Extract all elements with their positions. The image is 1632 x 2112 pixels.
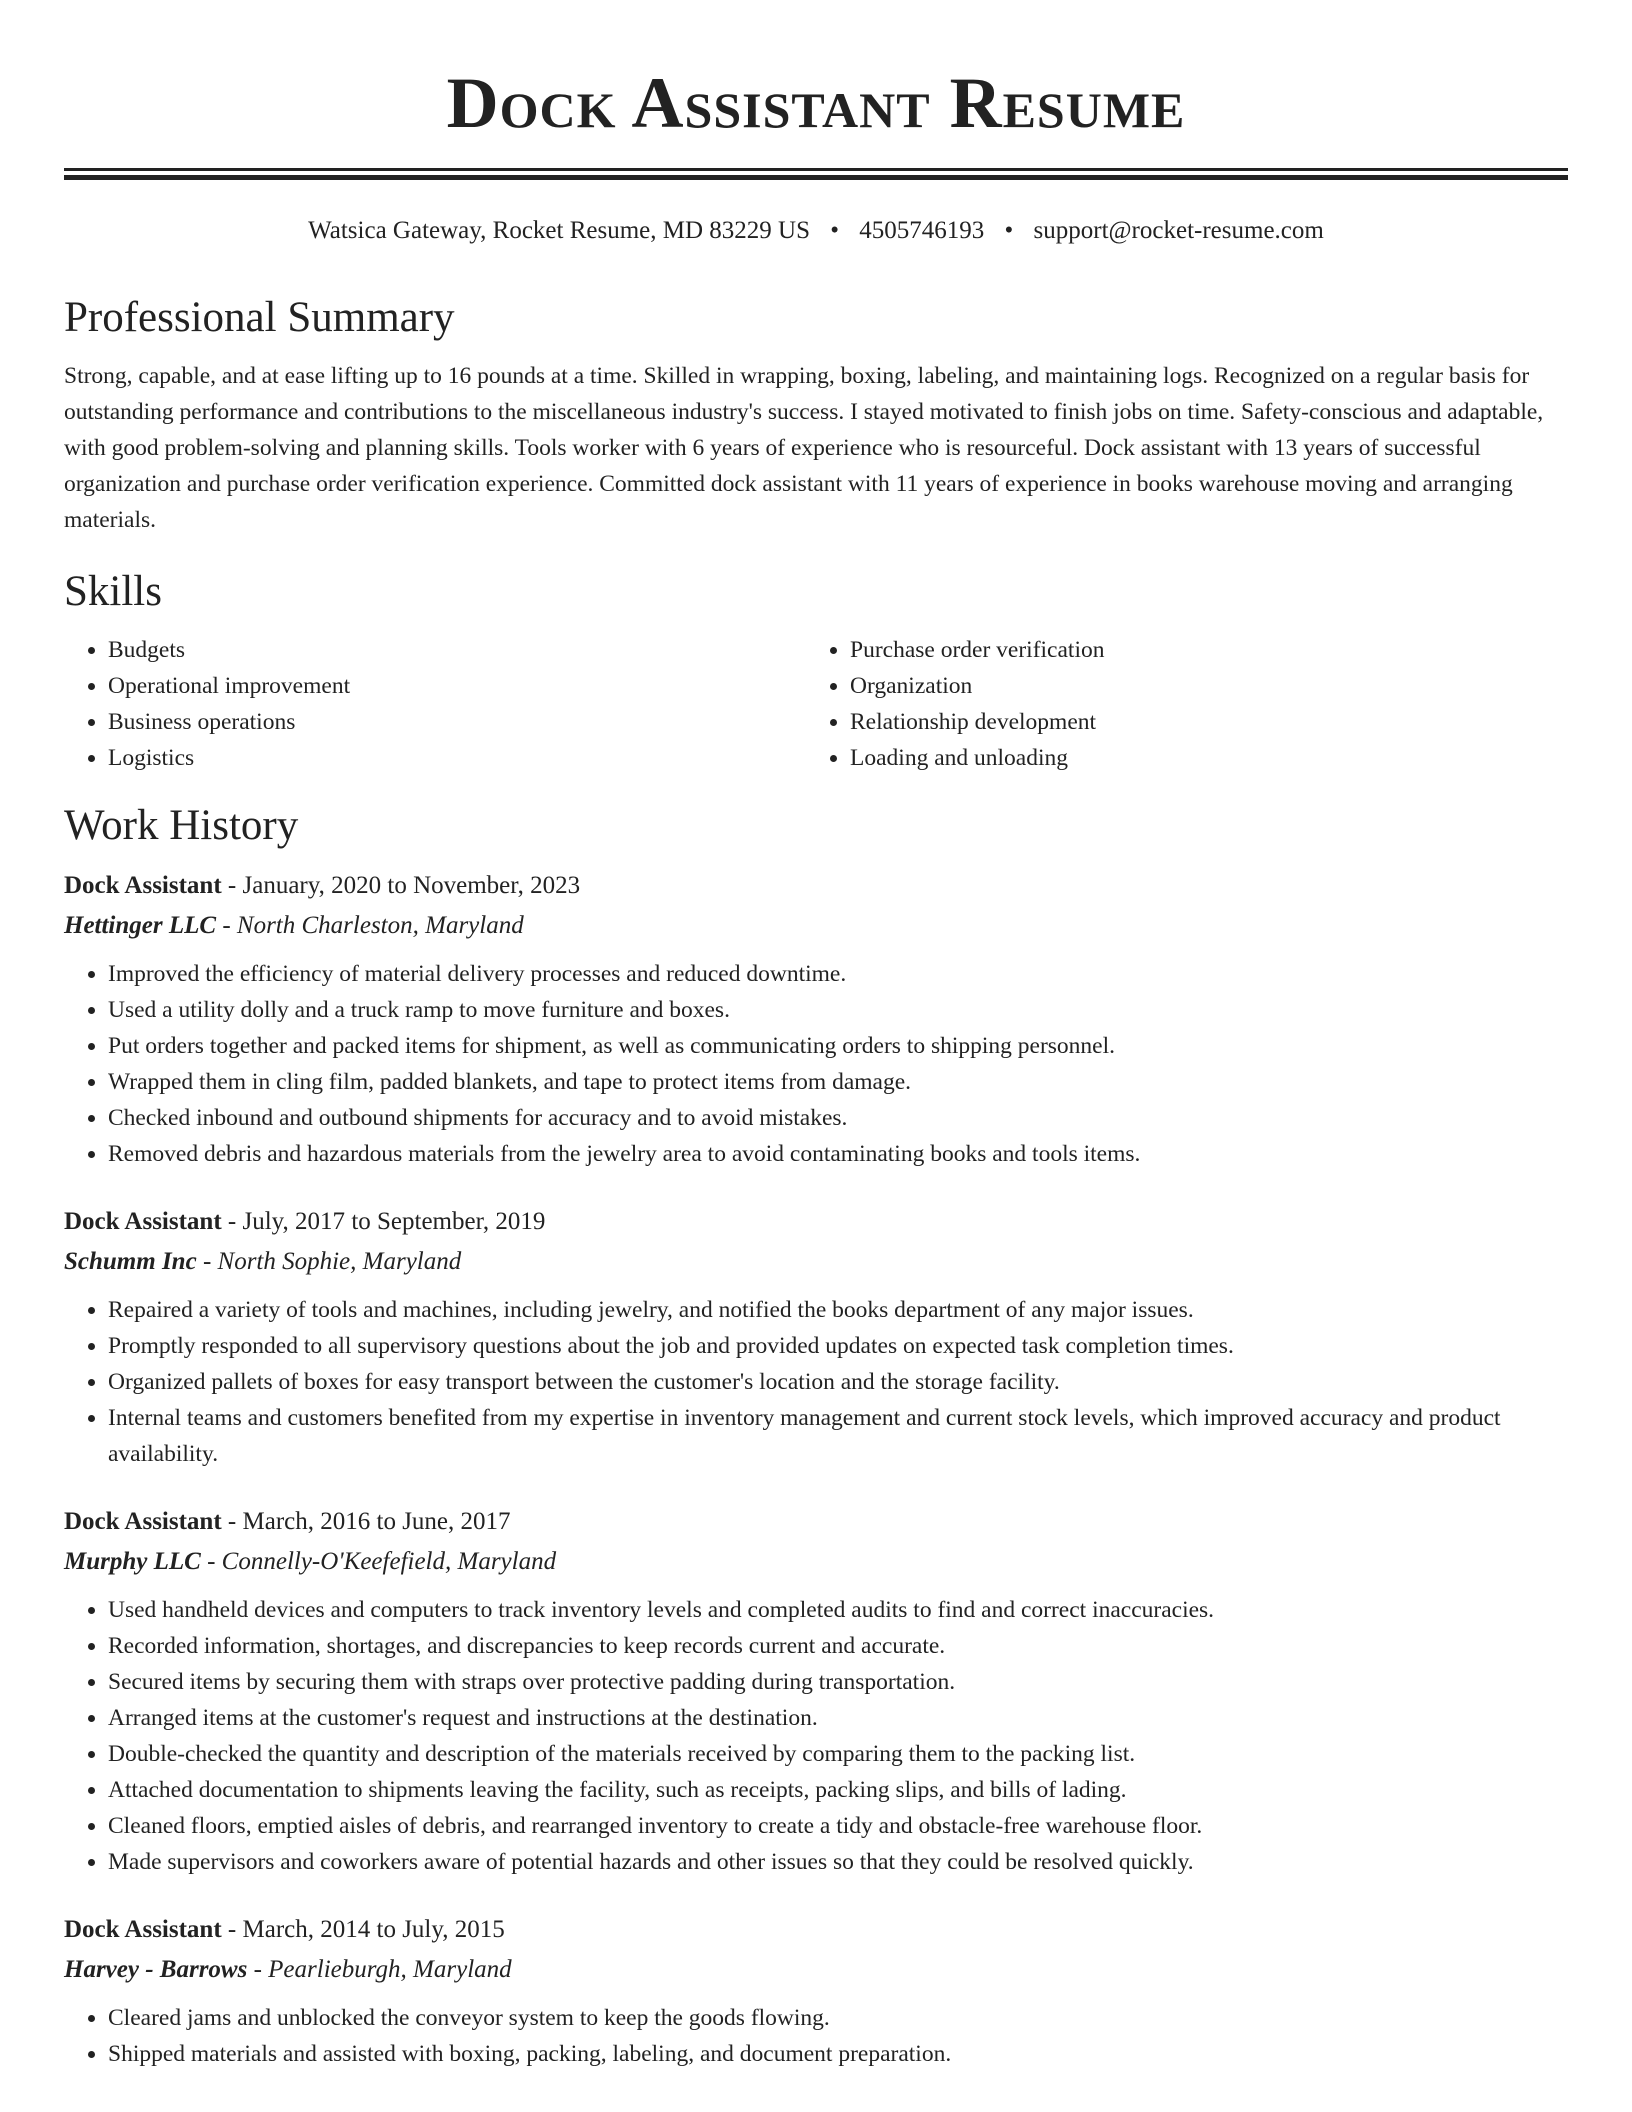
dash: -: [207, 1548, 216, 1575]
duty-item: • Cleaned floors, emptied aisles of debris, and rearranged inventory to create a tidy and obstacle-free warehouse floor.: [108, 1808, 1568, 1844]
employer-location: Connelly-O'Keefefield, Maryland: [221, 1548, 557, 1575]
job-duties: [64, 1592, 1568, 1880]
job-end: June, 2017: [402, 1508, 511, 1535]
job-title-line: [64, 1502, 1568, 1542]
duty-item: • Checked inbound and outbound shipments for accuracy and to avoid mistakes.: [108, 1100, 1568, 1136]
skills-section: [64, 564, 1568, 776]
work-history-section: [64, 798, 1568, 2072]
skill-item: • Logistics: [108, 740, 806, 776]
job-duties: [64, 1292, 1568, 1472]
duty-item: • Made supervisors and coworkers aware of potential hazards and other issues so that they could be resolved quickly.: [108, 1844, 1568, 1880]
job-entry: [64, 866, 1568, 1172]
job-end: September, 2019: [377, 1208, 546, 1235]
dash: -: [227, 1208, 237, 1235]
job-start: March, 2016: [242, 1508, 371, 1535]
duty-item: • Used handheld devices and computers to track inventory levels and completed audits to find and correct inaccuracies.: [108, 1592, 1568, 1628]
contact-line: [64, 213, 1568, 249]
skills-columns: [64, 632, 1568, 776]
job-entry: [64, 1202, 1568, 1472]
duty-item: • Recorded information, shortages, and discrepancies to keep records current and accurate.: [108, 1628, 1568, 1664]
duty-item: • Put orders together and packed items for shipment, as well as communicating orders to shipping personnel.: [108, 1028, 1568, 1064]
employer-location: North Charleston, Maryland: [236, 912, 524, 939]
employer-name: Hettinger LLC: [64, 912, 217, 939]
dash: -: [227, 872, 237, 899]
date-to: to: [387, 872, 407, 899]
skills-list-right: [806, 632, 1548, 776]
skill-item: • Operational improvement: [108, 668, 806, 704]
contact-phone: 4505746193: [859, 217, 985, 244]
summary-text: Strong, capable, and at ease lifting up to 16 pounds at a time. Skilled in wrapping, boxing, labeling, and maintaining logs. Recognized on a regular basis for outstanding performance and contributions to the miscellaneous industry's success. I stayed motivated to finish jobs on time. Safety-conscious and adaptable, with good problem-solving and planning skills. Tools worker with 6 years of experience who is resourceful. Dock assistant with 13 years of successful organization and purchase order verification experience. Committed dock assistant with 11 years of experience in books warehouse moving and arranging materials.: [64, 363, 1544, 533]
duty-item: • Internal teams and customers benefited from my expertise in inventory management and current stock levels, which improved accuracy and product availability.: [108, 1400, 1568, 1472]
skill-item: • Business operations: [108, 704, 806, 740]
job-title-line: [64, 1202, 1568, 1242]
skill-item: • Organization: [850, 668, 1548, 704]
skill-item: • Budgets: [108, 632, 806, 668]
duty-item: • Repaired a variety of tools and machines, including jewelry, and notified the books department of any major issues.: [108, 1292, 1568, 1328]
employer-line: [64, 906, 1568, 946]
date-to: to: [351, 1208, 371, 1235]
duty-item: • Cleared jams and unblocked the conveyor system to keep the goods flowing.: [108, 2000, 1568, 2036]
work-history-heading: Work History: [64, 802, 299, 849]
duty-item: • Removed debris and hazardous materials from the jewelry area to avoid contaminating books and tools items.: [108, 1136, 1568, 1172]
title-rule-thick: [64, 175, 1568, 180]
job-title: Dock Assistant: [64, 872, 222, 899]
dash: -: [222, 912, 231, 939]
duty-item: • Improved the efficiency of material delivery processes and reduced downtime.: [108, 956, 1568, 992]
job-title-line: [64, 1910, 1568, 1950]
duty-item: • Shipped materials and assisted with boxing, packing, labeling, and document preparation.: [108, 2036, 1568, 2072]
duty-item: • Used a utility dolly and a truck ramp to move furniture and boxes.: [108, 992, 1568, 1028]
employer-name: Murphy LLC: [64, 1548, 201, 1575]
dash: -: [253, 1956, 262, 1983]
contact-email: support@rocket-resume.com: [1033, 217, 1324, 244]
employer-line: [64, 1242, 1568, 1282]
contact-separator: •: [830, 217, 840, 244]
duty-item: • Secured items by securing them with straps over protective padding during transportation.: [108, 1664, 1568, 1700]
job-start: March, 2014: [242, 1916, 371, 1943]
contact-separator: •: [1004, 217, 1014, 244]
employer-name: Schumm Inc: [64, 1248, 197, 1275]
duty-item: • Organized pallets of boxes for easy transport between the customer's location and the storage facility.: [108, 1364, 1568, 1400]
employer-name: Harvey - Barrows: [64, 1956, 248, 1983]
job-duties: [64, 2000, 1568, 2072]
job-entry: [64, 1910, 1568, 2072]
skills-list-left: [64, 632, 806, 776]
job-end: November, 2023: [413, 872, 581, 899]
dash: -: [227, 1916, 237, 1943]
job-title-line: [64, 866, 1568, 906]
skill-item: • Purchase order verification: [850, 632, 1548, 668]
duty-item: • Arranged items at the customer's request and instructions at the destination.: [108, 1700, 1568, 1736]
employer-location: Pearlieburgh, Maryland: [268, 1956, 512, 1983]
date-to: to: [376, 1508, 396, 1535]
title-rule-thin: [64, 168, 1568, 171]
job-title: Dock Assistant: [64, 1916, 222, 1943]
date-to: to: [376, 1916, 396, 1943]
summary-section: [64, 290, 1568, 538]
resume-title: Dock Assistant Resume: [446, 63, 1186, 143]
contact-address: Watsica Gateway, Rocket Resume, MD 83229 US: [308, 217, 810, 244]
skill-item: • Loading and unloading: [850, 740, 1548, 776]
employer-line: [64, 1950, 1568, 1990]
resume-body: [64, 290, 1568, 2072]
skills-heading: Skills: [64, 568, 162, 615]
employer-line: [64, 1542, 1568, 1582]
skill-item: • Relationship development: [850, 704, 1548, 740]
job-end: July, 2015: [402, 1916, 505, 1943]
dash: -: [227, 1508, 237, 1535]
job-title: Dock Assistant: [64, 1208, 222, 1235]
summary-heading: Professional Summary: [64, 294, 455, 341]
duty-item: • Attached documentation to shipments leaving the facility, such as receipts, packing slips, and bills of lading.: [108, 1772, 1568, 1808]
duty-item: • Wrapped them in cling film, padded blankets, and tape to protect items from damage.: [108, 1064, 1568, 1100]
job-start: July, 2017: [242, 1208, 346, 1235]
employer-location: North Sophie, Maryland: [217, 1248, 462, 1275]
duty-item: • Promptly responded to all supervisory questions about the job and provided updates on expected task completion times.: [108, 1328, 1568, 1364]
job-title: Dock Assistant: [64, 1508, 222, 1535]
dash: -: [202, 1248, 212, 1275]
job-entry: [64, 1502, 1568, 1880]
duty-item: • Double-checked the quantity and description of the materials received by comparing them to the packing list.: [108, 1736, 1568, 1772]
job-duties: [64, 956, 1568, 1172]
job-start: January, 2020: [242, 872, 382, 899]
